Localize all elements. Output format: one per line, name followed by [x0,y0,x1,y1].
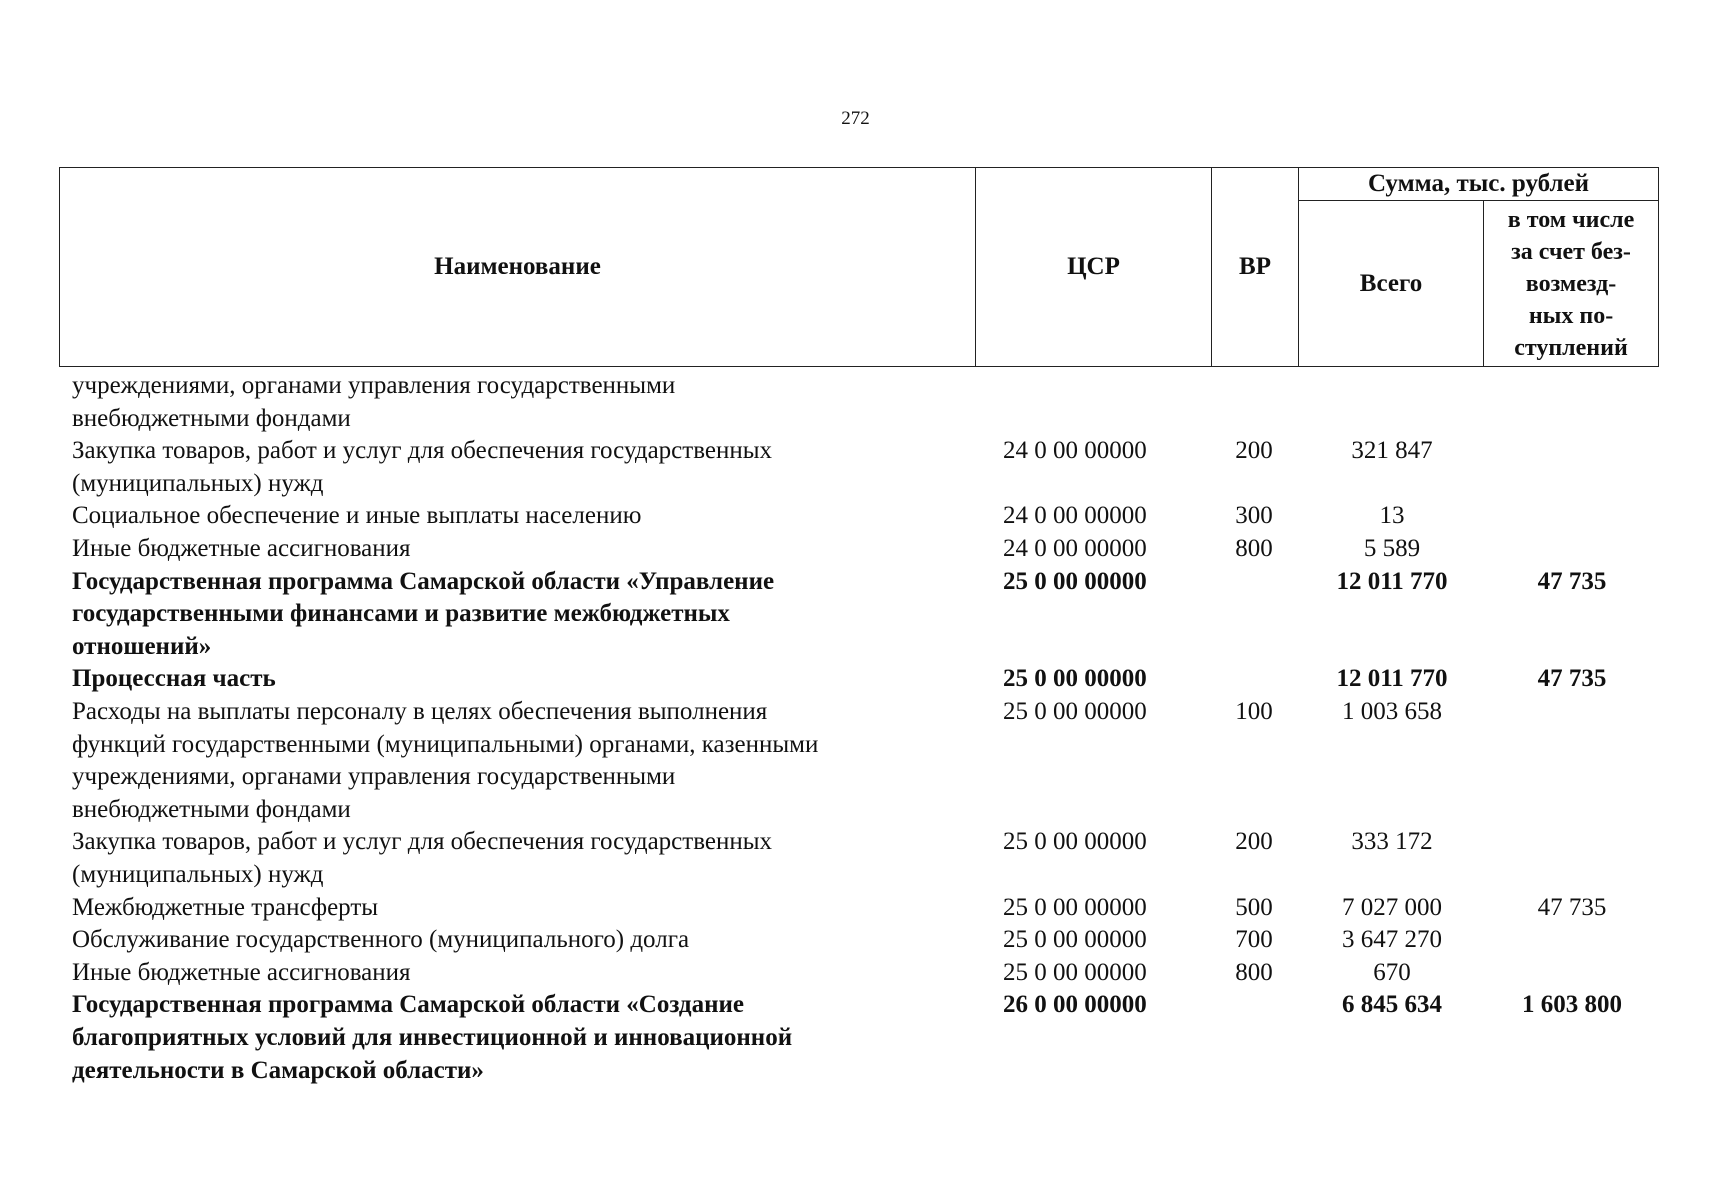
row-name-line: Закупка товаров, работ и услуг для обеспечения государственных [72,828,773,856]
table-row [0,924,1711,957]
row-free: 47 735 [1537,893,1607,921]
row-free: 1 603 800 [1522,991,1622,1019]
row-name [72,370,952,435]
row-name-line: Расходы на выплаты персоналу в целях обеспечения выполнения [72,697,768,725]
row-name [72,989,952,1087]
row-csr: 25 0 00 00000 [1003,697,1147,725]
row-vr: 800 [1235,534,1273,562]
row-csr: 25 0 00 00000 [1003,665,1147,693]
table-row [0,957,1711,990]
row-csr: 25 0 00 00000 [1003,828,1147,856]
row-name [72,696,952,826]
row-name-line: Государственная программа Самарской области «Управление [72,567,775,595]
header-csr: ЦСР [976,168,1212,367]
row-name [72,924,952,957]
row-name [72,435,952,500]
row-csr: 24 0 00 00000 [1003,502,1147,530]
table-body [0,370,1711,1087]
row-vr: 300 [1235,502,1273,530]
row-csr: 24 0 00 00000 [1003,534,1147,562]
row-csr: 24 0 00 00000 [1003,437,1147,465]
page-number: 272 [841,108,870,129]
row-vr: 700 [1235,926,1273,954]
row-vr: 500 [1235,893,1273,921]
table-row [0,500,1711,533]
row-vr: 800 [1235,958,1273,986]
row-name-line: внебюджетными фондами [72,404,351,432]
row-name-line: (муниципальных) нужд [72,860,324,888]
row-name-line: Процессная часть [72,665,276,693]
row-name-line: Государственная программа Самарской области «Создание [72,991,744,1019]
header-free-line: ных по- [1528,302,1614,329]
row-name-line: учреждениями, органами управления государственными [72,372,676,399]
row-csr: 25 0 00 00000 [1003,893,1147,921]
row-name-line: Межбюджетные трансферты [72,893,379,921]
row-name [72,892,952,925]
header-free-line: возмезд- [1525,270,1617,297]
row-total: 333 172 [1351,828,1433,856]
table-row [0,435,1711,500]
row-csr: 25 0 00 00000 [1003,926,1147,954]
row-name [72,826,952,891]
table-row [0,826,1711,891]
row-name [72,566,952,664]
row-name-line: учреждениями, органами управления государственными [72,763,676,791]
row-vr: 100 [1235,697,1273,725]
row-free: 47 735 [1537,665,1607,693]
header-sum: Сумма, тыс. рублей [1299,168,1659,201]
row-vr: 200 [1235,828,1273,856]
row-total: 321 847 [1351,437,1433,465]
row-csr: 25 0 00 00000 [1003,958,1147,986]
row-name-line: Иные бюджетные ассигнования [72,534,411,562]
header-free-line: в том числе [1507,206,1635,233]
row-name [72,500,952,533]
table-row [0,566,1711,664]
row-name [72,957,952,990]
row-name-line: отношений» [72,632,212,660]
header-vr: ВР [1212,168,1299,367]
table-row [0,370,1711,435]
row-name [72,533,952,566]
table-header [59,167,1659,367]
header-name: Наименование [60,168,976,367]
header-free-line: за счет без- [1511,238,1631,265]
table-row [0,989,1711,1087]
row-name [72,663,952,696]
row-name-line: Иные бюджетные ассигнования [72,958,411,986]
row-name-line: Закупка товаров, работ и услуг для обеспечения государственных [72,437,773,465]
header-free-line: ступлений [1514,334,1628,361]
row-vr: 200 [1235,437,1273,465]
row-name-line: (муниципальных) нужд [72,469,324,497]
row-name-line: функций государственными (муниципальными) органами, казенными [72,730,819,758]
row-total: 3 647 270 [1342,926,1442,954]
row-total: 12 011 770 [1336,665,1448,693]
row-name-line: Обслуживание государственного (муниципального) долга [72,926,690,954]
header-total: Всего [1299,201,1484,367]
row-csr: 26 0 00 00000 [1003,991,1147,1019]
row-name-line: внебюджетными фондами [72,795,351,823]
row-name-line: благоприятных условий для инвестиционной и инновационной [72,1023,793,1051]
row-free: 47 735 [1537,567,1607,595]
row-total: 7 027 000 [1342,893,1442,921]
row-total: 1 003 658 [1342,697,1442,725]
table-row [0,533,1711,566]
table-row [0,892,1711,925]
row-name-line: деятельности в Самарской области» [72,1056,484,1084]
table-row [0,696,1711,826]
row-total: 5 589 [1363,534,1421,562]
header-free [1484,201,1659,367]
row-total: 6 845 634 [1342,991,1442,1019]
row-name-line: Социальное обеспечение и иные выплаты населению [72,502,642,530]
table-row [0,663,1711,696]
row-total: 13 [1379,502,1405,530]
row-name-line: государственными финансами и развитие межбюджетных [72,600,730,628]
row-total: 12 011 770 [1336,567,1448,595]
row-total: 670 [1373,958,1411,986]
row-csr: 25 0 00 00000 [1003,567,1147,595]
